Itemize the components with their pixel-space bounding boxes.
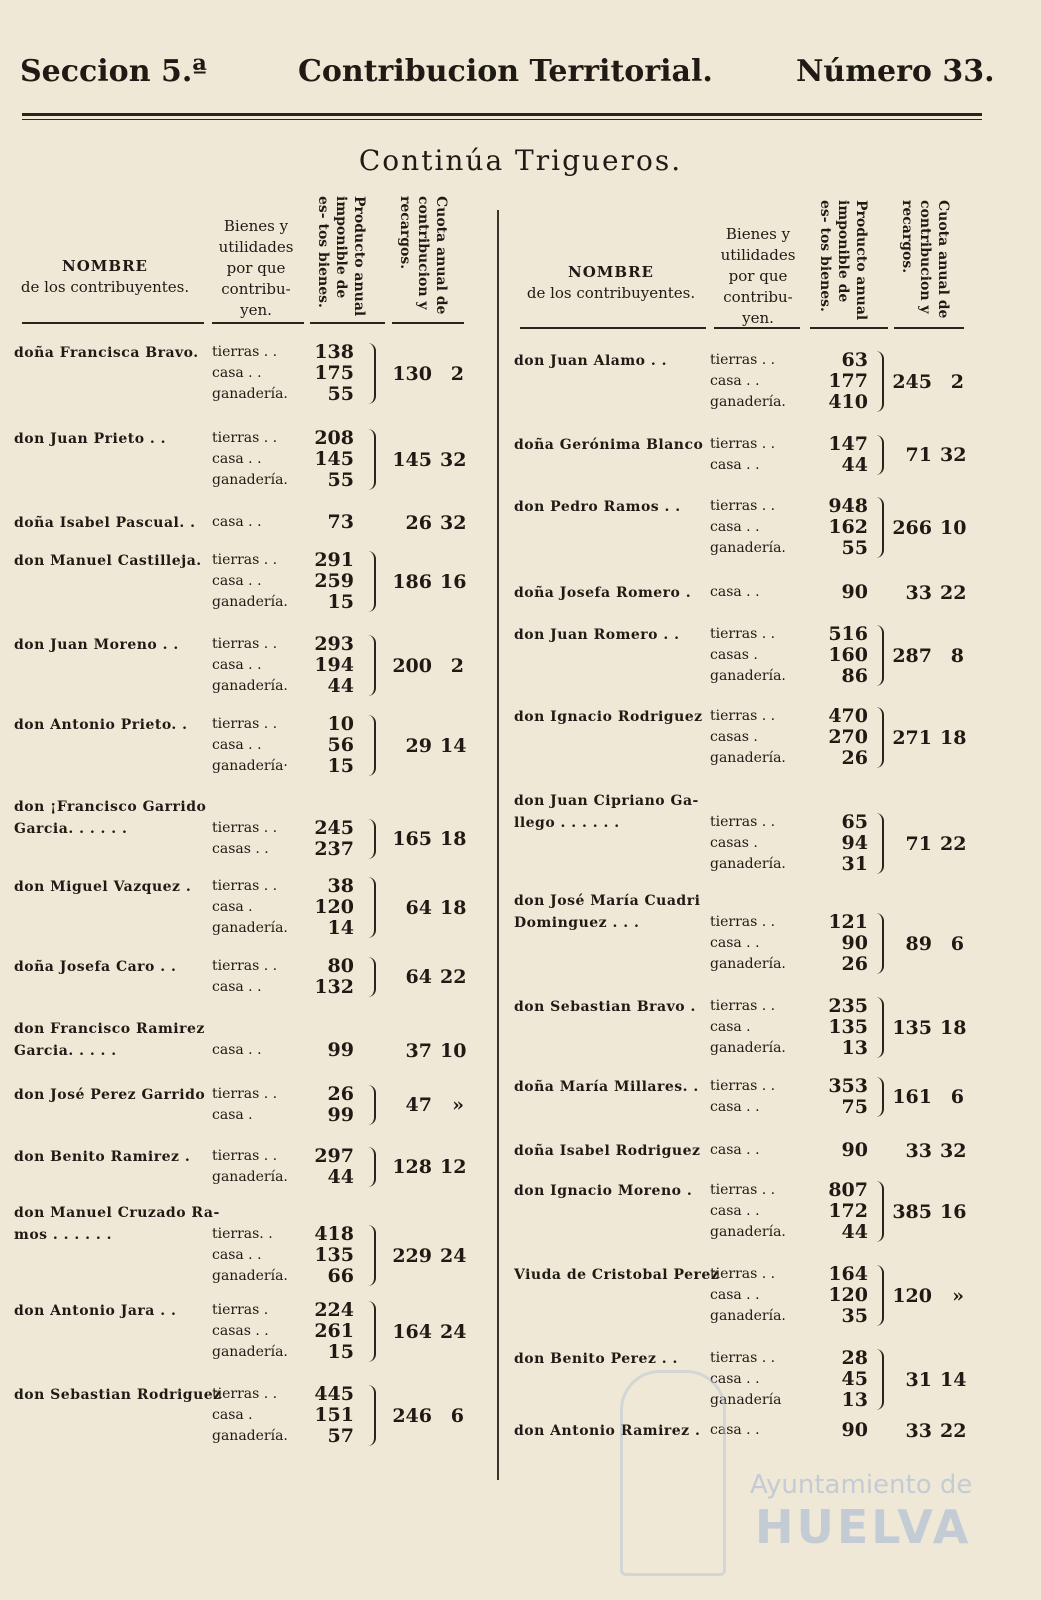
property-type: ganadería. bbox=[710, 668, 786, 684]
property-type: ganadería. bbox=[710, 1224, 786, 1240]
cuota-fraction: » bbox=[952, 1284, 964, 1307]
property-type: tierras . . bbox=[710, 1266, 776, 1282]
property-type: tierras . . bbox=[710, 998, 776, 1014]
grouping-brace bbox=[876, 351, 884, 412]
grouping-brace bbox=[876, 435, 884, 475]
rule bbox=[810, 327, 888, 329]
column-header-bienes-left: Bienes y utilidades por que contribu- yen. bbox=[218, 217, 294, 319]
annual-product-value: 90 bbox=[841, 581, 868, 603]
column-header-producto-left: Producto anual imponible de es- tos bienes. bbox=[315, 196, 367, 317]
property-type: tierras . . bbox=[212, 1148, 278, 1164]
cuota-pesos: 229 bbox=[392, 1244, 432, 1267]
taxpayer-name: don Manuel Castilleja. bbox=[14, 553, 202, 569]
annual-product-value: 445 bbox=[314, 1383, 354, 1405]
annual-product-value: 13 bbox=[841, 1037, 868, 1059]
property-type: tierras . . bbox=[710, 436, 776, 452]
property-type: tierras . . bbox=[710, 708, 776, 724]
cuota-pesos: 245 bbox=[892, 370, 932, 393]
column-header-nombre-right: NOMBRE de los contribuyentes. bbox=[526, 263, 696, 302]
grouping-brace bbox=[368, 551, 376, 612]
taxpayer-name: don Antonio Ramirez . bbox=[514, 1423, 701, 1439]
annual-product-value: 90 bbox=[841, 932, 868, 954]
grouping-brace bbox=[368, 1385, 376, 1446]
cuota-fraction: 14 bbox=[440, 734, 467, 757]
taxpayer-name: don Juan Prieto . . bbox=[14, 431, 167, 447]
property-type: ganadería· bbox=[212, 758, 288, 774]
annual-product-value: 121 bbox=[828, 911, 868, 933]
cuota-pesos: 165 bbox=[392, 828, 432, 850]
annual-product-value: 15 bbox=[327, 755, 354, 777]
cuota-pesos: 271 bbox=[892, 726, 932, 749]
cuota-fraction: 14 bbox=[940, 1368, 967, 1391]
taxpayer-name: mos . . . . . . bbox=[14, 1227, 113, 1243]
annual-product-value: 177 bbox=[828, 370, 868, 392]
cuota-pesos: 31 bbox=[905, 1368, 932, 1391]
cuota-fraction: 18 bbox=[440, 828, 467, 850]
cuota-pesos: 33 bbox=[905, 1139, 932, 1162]
annual-product-value: 135 bbox=[828, 1016, 868, 1038]
annual-product-value: 66 bbox=[327, 1265, 354, 1287]
cuota-fraction: 6 bbox=[950, 1086, 964, 1108]
cuota-fraction: 22 bbox=[940, 1419, 967, 1442]
property-type: tierras . . bbox=[710, 914, 776, 930]
header-rule bbox=[22, 113, 982, 116]
property-type: tierras . . bbox=[710, 1078, 776, 1094]
property-type: tierras . . bbox=[710, 498, 776, 514]
property-type: casa . . bbox=[212, 979, 262, 995]
property-type: tierras . . bbox=[710, 1182, 776, 1198]
taxpayer-name: don Manuel Cruzado Ra- bbox=[14, 1205, 220, 1221]
grouping-brace bbox=[876, 1265, 884, 1326]
property-type: casa . bbox=[212, 899, 253, 915]
annual-product-value: 99 bbox=[327, 1104, 354, 1126]
property-type: ganadería. bbox=[212, 472, 288, 488]
cuota-pesos: 64 bbox=[405, 896, 432, 919]
annual-product-value: 38 bbox=[327, 875, 354, 897]
taxpayer-name: llego . . . . . . bbox=[514, 815, 620, 831]
property-type: casas . . bbox=[212, 1323, 269, 1339]
grouping-brace bbox=[876, 1077, 884, 1117]
annual-product-value: 73 bbox=[327, 511, 354, 533]
watermark-line1: Ayuntamiento de bbox=[750, 1470, 973, 1500]
grouping-brace bbox=[876, 497, 884, 558]
property-type: tierras . . bbox=[710, 626, 776, 642]
cuota-pesos: 71 bbox=[905, 832, 932, 855]
taxpayer-name: don Pedro Ramos . . bbox=[514, 499, 681, 515]
cuota-fraction: 6 bbox=[450, 1404, 464, 1427]
annual-product-value: 56 bbox=[327, 734, 354, 756]
property-type: ganadería. bbox=[212, 678, 288, 694]
cuota-pesos: 26 bbox=[405, 511, 432, 534]
rule bbox=[714, 327, 800, 329]
annual-product-value: 75 bbox=[841, 1096, 868, 1118]
annual-product-value: 99 bbox=[327, 1039, 354, 1061]
cuota-pesos: 266 bbox=[892, 516, 932, 539]
cuota-pesos: 385 bbox=[892, 1200, 932, 1223]
annual-product-value: 410 bbox=[828, 391, 868, 413]
taxpayer-name: don Francisco Ramirez bbox=[14, 1021, 205, 1037]
taxpayer-name: don Miguel Vazquez . bbox=[14, 879, 192, 895]
annual-product-value: 90 bbox=[841, 1419, 868, 1441]
property-type: ganadería. bbox=[212, 594, 288, 610]
property-type: casa . . bbox=[710, 1287, 760, 1303]
subtitle: Continúa Trigueros. bbox=[358, 144, 683, 177]
cuota-pesos: 164 bbox=[392, 1320, 432, 1343]
taxpayer-name: doña Isabel Pascual. . bbox=[14, 515, 196, 531]
annual-product-value: 807 bbox=[828, 1179, 868, 1201]
property-type: tierras . bbox=[212, 1302, 269, 1318]
annual-product-value: 353 bbox=[828, 1075, 868, 1097]
cuota-pesos: 186 bbox=[392, 570, 432, 593]
property-type: casa . . bbox=[710, 584, 760, 600]
annual-product-value: 90 bbox=[841, 1139, 868, 1161]
annual-product-value: 418 bbox=[314, 1223, 354, 1245]
property-type: casa . . bbox=[710, 373, 760, 389]
grouping-brace bbox=[368, 715, 376, 776]
annual-product-value: 31 bbox=[841, 853, 868, 875]
rule bbox=[392, 322, 464, 324]
annual-product-value: 26 bbox=[327, 1083, 354, 1105]
property-type: casas . . bbox=[212, 841, 269, 857]
cuota-pesos: 33 bbox=[905, 581, 932, 604]
taxpayer-name: don Antonio Jara . . bbox=[14, 1303, 177, 1319]
cuota-fraction: 18 bbox=[940, 726, 967, 749]
annual-product-value: 164 bbox=[828, 1263, 868, 1285]
cuota-pesos: 120 bbox=[892, 1284, 932, 1307]
rule bbox=[310, 322, 385, 324]
cuota-fraction: 22 bbox=[440, 966, 467, 988]
property-type: casa . . bbox=[212, 365, 262, 381]
property-type: casa . . bbox=[212, 737, 262, 753]
property-type: ganadería. bbox=[710, 394, 786, 410]
grouping-brace bbox=[876, 1349, 884, 1410]
property-type: casa . . bbox=[710, 1142, 760, 1158]
taxpayer-name: doña Gerónima Blanco bbox=[514, 437, 704, 453]
watermark-seal bbox=[620, 1370, 726, 1576]
property-type: ganadería. bbox=[710, 1308, 786, 1324]
cuota-pesos: 130 bbox=[392, 362, 432, 385]
cuota-fraction: » bbox=[452, 1094, 464, 1116]
property-type: ganadería. bbox=[212, 1344, 288, 1360]
annual-product-value: 208 bbox=[314, 427, 354, 449]
taxpayer-name: don Juan Cipriano Ga- bbox=[514, 793, 699, 809]
annual-product-value: 470 bbox=[828, 705, 868, 727]
cuota-fraction: 22 bbox=[940, 581, 967, 604]
cuota-fraction: 32 bbox=[940, 1139, 967, 1162]
grouping-brace bbox=[368, 1147, 376, 1187]
property-type: ganadería. bbox=[710, 750, 786, 766]
rule bbox=[22, 322, 204, 324]
property-type: casa . . bbox=[710, 1203, 760, 1219]
property-type: tierras . . bbox=[212, 1086, 278, 1102]
column-header-nombre-left: NOMBRE de los contribuyentes. bbox=[20, 257, 190, 296]
grouping-brace bbox=[876, 913, 884, 974]
property-type: tierras . . bbox=[212, 716, 278, 732]
cuota-fraction: 24 bbox=[440, 1320, 467, 1343]
annual-product-value: 80 bbox=[327, 955, 354, 977]
annual-product-value: 259 bbox=[314, 570, 354, 592]
header-rule-thin bbox=[22, 119, 982, 120]
property-type: ganadería. bbox=[212, 920, 288, 936]
property-type: tierras . . bbox=[710, 814, 776, 830]
taxpayer-name: don Sebastian Bravo . bbox=[514, 999, 696, 1015]
taxpayer-name: don José María Cuadri bbox=[514, 893, 701, 909]
property-type: tierras . . bbox=[710, 1350, 776, 1366]
taxpayer-name: don Benito Ramirez . bbox=[14, 1149, 191, 1165]
annual-product-value: 28 bbox=[841, 1347, 868, 1369]
property-type: tierras . . bbox=[212, 636, 278, 652]
cuota-pesos: 37 bbox=[405, 1039, 432, 1062]
cuota-pesos: 89 bbox=[905, 932, 932, 955]
cuota-fraction: 2 bbox=[950, 370, 964, 393]
annual-product-value: 44 bbox=[841, 454, 868, 476]
property-type: tierras . . bbox=[212, 552, 278, 568]
property-type: casa . bbox=[212, 1407, 253, 1423]
property-type: ganadería. bbox=[212, 1169, 288, 1185]
rule bbox=[894, 327, 964, 329]
taxpayer-name: doña Francisca Bravo. bbox=[14, 345, 199, 361]
property-type: tierras . . bbox=[212, 878, 278, 894]
cuota-fraction: 16 bbox=[440, 570, 467, 593]
annual-product-value: 235 bbox=[828, 995, 868, 1017]
grouping-brace bbox=[368, 1225, 376, 1286]
cuota-pesos: 287 bbox=[892, 644, 932, 667]
annual-product-value: 145 bbox=[314, 448, 354, 470]
property-type: ganadería. bbox=[212, 386, 288, 402]
taxpayer-name: doña Isabel Rodriguez bbox=[514, 1143, 701, 1159]
property-type: tierras . . bbox=[212, 344, 278, 360]
cuota-pesos: 29 bbox=[405, 734, 432, 757]
cuota-fraction: 18 bbox=[440, 896, 467, 919]
taxpayer-name: Garcia. . . . . bbox=[14, 1043, 117, 1059]
column-header-bienes-right: Bienes y utilidades por que contribu- yen. bbox=[720, 225, 796, 327]
property-type: ganadería. bbox=[710, 956, 786, 972]
property-type: casa . . bbox=[212, 1042, 262, 1058]
annual-product-value: 45 bbox=[841, 1368, 868, 1390]
property-type: ganadería. bbox=[710, 856, 786, 872]
annual-product-value: 297 bbox=[314, 1145, 354, 1167]
property-type: ganadería. bbox=[212, 1268, 288, 1284]
property-type: ganadería. bbox=[710, 540, 786, 556]
property-type: tierras . . bbox=[212, 430, 278, 446]
cuota-fraction: 10 bbox=[440, 1039, 467, 1062]
annual-product-value: 44 bbox=[327, 1166, 354, 1188]
rule bbox=[212, 322, 304, 324]
cuota-pesos: 64 bbox=[405, 966, 432, 988]
annual-product-value: 14 bbox=[327, 917, 354, 939]
cuota-fraction: 2 bbox=[450, 654, 464, 677]
property-type: casa . . bbox=[212, 514, 262, 530]
taxpayer-name: don Benito Perez . . bbox=[514, 1351, 678, 1367]
cuota-pesos: 128 bbox=[392, 1156, 432, 1178]
annual-product-value: 160 bbox=[828, 644, 868, 666]
annual-product-value: 55 bbox=[327, 383, 354, 405]
grouping-brace bbox=[368, 1085, 376, 1125]
annual-product-value: 57 bbox=[327, 1425, 354, 1447]
annual-product-value: 10 bbox=[327, 713, 354, 735]
property-type: tierras . . bbox=[212, 1386, 278, 1402]
taxpayer-name: don Antonio Prieto. . bbox=[14, 717, 188, 733]
taxpayer-name: don Juan Moreno . . bbox=[14, 637, 179, 653]
annual-product-value: 194 bbox=[314, 654, 354, 676]
taxpayer-name: don Ignacio Rodriguez bbox=[514, 709, 703, 725]
property-type: casa . . bbox=[212, 573, 262, 589]
property-type: casa . . bbox=[710, 935, 760, 951]
section-label: Seccion 5.ª bbox=[20, 54, 207, 89]
taxpayer-name: don Ignacio Moreno . bbox=[514, 1183, 693, 1199]
property-type: casa . . bbox=[710, 1422, 760, 1438]
annual-product-value: 13 bbox=[841, 1389, 868, 1411]
grouping-brace bbox=[368, 877, 376, 938]
annual-product-value: 147 bbox=[828, 433, 868, 455]
cuota-fraction: 32 bbox=[440, 511, 467, 534]
annual-product-value: 55 bbox=[327, 469, 354, 491]
property-type: tierras . . bbox=[212, 958, 278, 974]
annual-product-value: 162 bbox=[828, 516, 868, 538]
column-divider bbox=[497, 210, 499, 1480]
annual-product-value: 94 bbox=[841, 832, 868, 854]
property-type: casas . bbox=[710, 835, 758, 851]
taxpayer-name: Garcia. . . . . . bbox=[14, 821, 128, 837]
property-type: casa . . bbox=[710, 519, 760, 535]
annual-product-value: 270 bbox=[828, 726, 868, 748]
taxpayer-name: don Juan Romero . . bbox=[514, 627, 680, 643]
column-header-producto-right: Producto anual imponible de es- tos bienes. bbox=[817, 200, 869, 321]
property-type: casa . bbox=[212, 1107, 253, 1123]
annual-product-value: 86 bbox=[841, 665, 868, 687]
watermark-line2: HUELVA bbox=[755, 1500, 972, 1554]
page-number: Número 33. bbox=[796, 54, 995, 89]
property-type: casa . . bbox=[710, 457, 760, 473]
annual-product-value: 26 bbox=[841, 747, 868, 769]
property-type: casa . . bbox=[710, 1099, 760, 1115]
cuota-fraction: 10 bbox=[940, 516, 967, 539]
annual-product-value: 261 bbox=[314, 1320, 354, 1342]
cuota-fraction: 32 bbox=[440, 448, 467, 471]
annual-product-value: 120 bbox=[828, 1284, 868, 1306]
taxpayer-name: doña Josefa Caro . . bbox=[14, 959, 177, 975]
rule bbox=[520, 327, 706, 329]
cuota-pesos: 246 bbox=[392, 1404, 432, 1427]
annual-product-value: 44 bbox=[327, 675, 354, 697]
annual-product-value: 948 bbox=[828, 495, 868, 517]
property-type: casas . bbox=[710, 729, 758, 745]
column-header-cuota-right: Cuota anual de contribucion y recargos. bbox=[899, 200, 951, 319]
taxpayer-name: don Sebastian Rodriguez bbox=[14, 1387, 222, 1403]
cuota-fraction: 6 bbox=[950, 932, 964, 955]
annual-product-value: 65 bbox=[841, 811, 868, 833]
grouping-brace bbox=[876, 707, 884, 768]
cuota-pesos: 71 bbox=[905, 444, 932, 466]
annual-product-value: 15 bbox=[327, 1341, 354, 1363]
annual-product-value: 35 bbox=[841, 1305, 868, 1327]
cuota-pesos: 200 bbox=[392, 654, 432, 677]
grouping-brace bbox=[368, 819, 376, 859]
annual-product-value: 138 bbox=[314, 341, 354, 363]
taxpayer-name: doña María Millares. . bbox=[514, 1079, 699, 1095]
annual-product-value: 135 bbox=[314, 1244, 354, 1266]
cuota-fraction: 24 bbox=[440, 1244, 467, 1267]
annual-product-value: 175 bbox=[314, 362, 354, 384]
grouping-brace bbox=[876, 997, 884, 1058]
cuota-fraction: 12 bbox=[440, 1156, 467, 1178]
property-type: tierras . . bbox=[710, 352, 776, 368]
annual-product-value: 55 bbox=[841, 537, 868, 559]
property-type: casa . . bbox=[212, 451, 262, 467]
property-type: ganadería. bbox=[212, 1428, 288, 1444]
annual-product-value: 224 bbox=[314, 1299, 354, 1321]
annual-product-value: 132 bbox=[314, 976, 354, 998]
annual-product-value: 44 bbox=[841, 1221, 868, 1243]
grouping-brace bbox=[368, 635, 376, 696]
property-type: ganadería bbox=[710, 1392, 782, 1408]
cuota-fraction: 2 bbox=[450, 362, 464, 385]
annual-product-value: 63 bbox=[841, 349, 868, 371]
cuota-fraction: 16 bbox=[940, 1200, 967, 1223]
cuota-pesos: 33 bbox=[905, 1419, 932, 1442]
cuota-pesos: 161 bbox=[892, 1086, 932, 1108]
property-type: ganadería. bbox=[710, 1040, 786, 1056]
cuota-fraction: 32 bbox=[940, 444, 967, 466]
property-type: casas . bbox=[710, 647, 758, 663]
taxpayer-name: don Juan Alamo . . bbox=[514, 353, 668, 369]
property-type: casa . . bbox=[212, 1247, 262, 1263]
annual-product-value: 15 bbox=[327, 591, 354, 613]
grouping-brace bbox=[368, 429, 376, 490]
cuota-pesos: 47 bbox=[405, 1094, 432, 1116]
property-type: tierras. . bbox=[212, 1226, 273, 1242]
property-type: casa . . bbox=[212, 657, 262, 673]
column-header-cuota-left: Cuota anual de contribucion y recargos. bbox=[397, 196, 449, 315]
page-title: Contribucion Territorial. bbox=[298, 54, 713, 89]
cuota-pesos: 145 bbox=[392, 448, 432, 471]
property-type: casa . . bbox=[710, 1371, 760, 1387]
annual-product-value: 237 bbox=[314, 838, 354, 860]
property-type: tierras . . bbox=[212, 820, 278, 836]
grouping-brace bbox=[876, 625, 884, 686]
grouping-brace bbox=[876, 1181, 884, 1242]
grouping-brace bbox=[368, 1301, 376, 1362]
taxpayer-name: don ¡Francisco Garrido bbox=[14, 799, 207, 815]
cuota-pesos: 135 bbox=[892, 1016, 932, 1039]
taxpayer-name: Viuda de Cristobal Perez bbox=[514, 1267, 720, 1283]
annual-product-value: 245 bbox=[314, 817, 354, 839]
annual-product-value: 26 bbox=[841, 953, 868, 975]
cuota-fraction: 8 bbox=[950, 644, 964, 667]
grouping-brace bbox=[368, 957, 376, 997]
annual-product-value: 293 bbox=[314, 633, 354, 655]
taxpayer-name: don José Perez Garrido bbox=[14, 1087, 206, 1103]
taxpayer-name: doña Josefa Romero . bbox=[514, 585, 692, 601]
annual-product-value: 516 bbox=[828, 623, 868, 645]
grouping-brace bbox=[876, 813, 884, 874]
cuota-fraction: 22 bbox=[940, 832, 967, 855]
grouping-brace bbox=[368, 343, 376, 404]
taxpayer-name: Dominguez . . . bbox=[514, 915, 640, 931]
annual-product-value: 291 bbox=[314, 549, 354, 571]
cuota-fraction: 18 bbox=[940, 1016, 967, 1039]
property-type: casa . bbox=[710, 1019, 751, 1035]
annual-product-value: 120 bbox=[314, 896, 354, 918]
annual-product-value: 172 bbox=[828, 1200, 868, 1222]
annual-product-value: 151 bbox=[314, 1404, 354, 1426]
